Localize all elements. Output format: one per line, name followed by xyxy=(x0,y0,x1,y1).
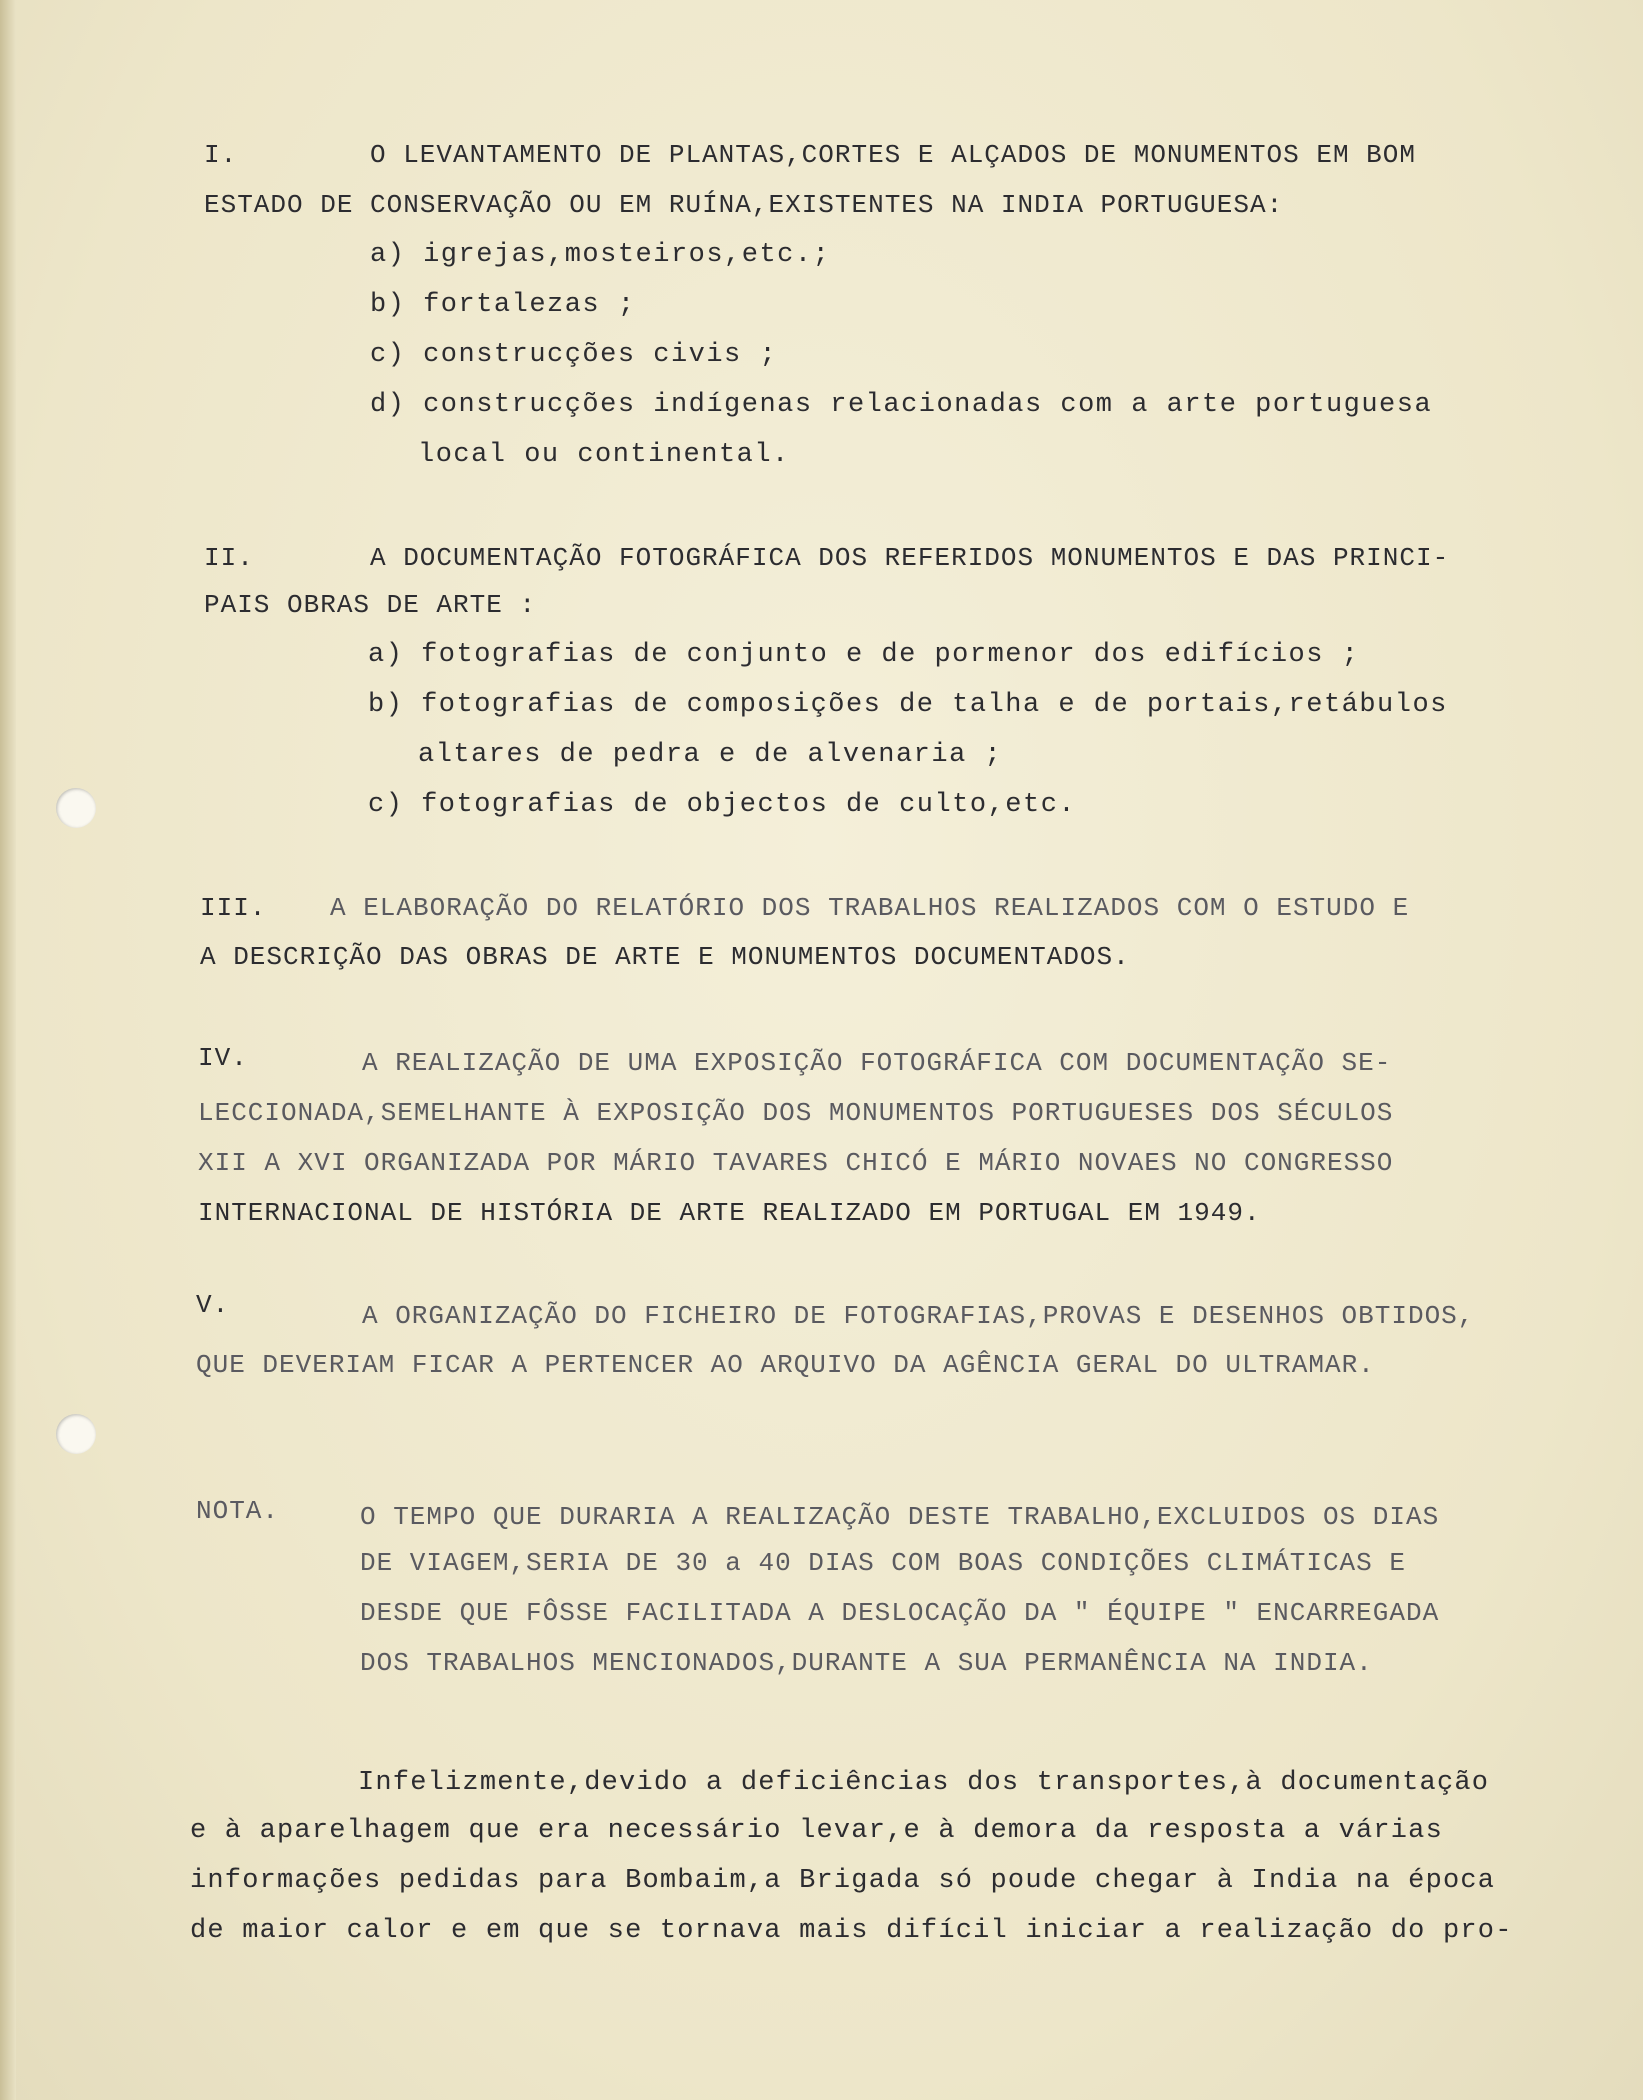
section-5-line-2: QUE DEVERIAM FICAR A PERTENCER AO ARQUIVO DA AGÊNCIA GERAL DO ULTRAMAR. xyxy=(196,1350,1375,1380)
section-5-line-1: A ORGANIZAÇÃO DO FICHEIRO DE FOTOGRAFIAS,PROVAS E DESENHOS OBTIDOS, xyxy=(362,1301,1475,1331)
punch-hole-top xyxy=(56,788,96,828)
section-4-line-2: LECCIONADA,SEMELHANTE À EXPOSIÇÃO DOS MONUMENTOS PORTUGUESES DOS SÉCULOS xyxy=(198,1098,1394,1128)
section-2-item-c: c) fotografias de objectos de culto,etc. xyxy=(368,790,1077,820)
section-2-item-a: a) fotografias de conjunto e de pormenor dos edifícios ; xyxy=(368,640,1360,670)
section-5-numeral: V. xyxy=(196,1290,230,1320)
section-2-line-1: A DOCUMENTAÇÃO FOTOGRÁFICA DOS REFERIDOS MONUMENTOS E DAS PRINCI- xyxy=(370,543,1450,573)
note-line-4: DOS TRABALHOS MENCIONADOS,DURANTE A SUA PERMANÊNCIA NA INDIA. xyxy=(360,1648,1373,1678)
note-line-1: O TEMPO QUE DURARIA A REALIZAÇÃO DESTE TRABALHO,EXCLUIDOS OS DIAS xyxy=(360,1502,1440,1532)
section-3-line-2: A DESCRIÇÃO DAS OBRAS DE ARTE E MONUMENTOS DOCUMENTADOS. xyxy=(200,942,1130,972)
section-3-numeral: III. xyxy=(200,893,267,923)
section-4-numeral: IV. xyxy=(198,1043,248,1073)
section-1-line-1: O LEVANTAMENTO DE PLANTAS,CORTES E ALÇADOS DE MONUMENTOS EM BOM xyxy=(370,140,1416,170)
section-4-line-4: INTERNACIONAL DE HISTÓRIA DE ARTE REALIZADO EM PORTUGAL EM 1949. xyxy=(198,1198,1261,1228)
paragraph-line-4: de maior calor e em que se tornava mais difícil iniciar a realização do pro- xyxy=(190,1916,1513,1946)
section-1-item-c: c) construcções civis ; xyxy=(370,340,778,370)
section-1-item-a: a) igrejas,mosteiros,etc.; xyxy=(370,240,831,270)
section-3-line-1: A ELABORAÇÃO DO RELATÓRIO DOS TRABALHOS REALIZADOS COM O ESTUDO E xyxy=(330,893,1410,923)
section-2-numeral: II. xyxy=(204,543,254,573)
punch-hole-bottom xyxy=(56,1414,96,1454)
paragraph-line-2: e à aparelhagem que era necessário levar,e à demora da resposta a várias xyxy=(190,1816,1443,1846)
section-2-item-b: b) fotografias de composições de talha e de portais,retábulos xyxy=(368,690,1448,720)
section-1-item-d: d) construcções indígenas relacionadas com a arte portuguesa xyxy=(370,390,1433,420)
note-line-2: DE VIAGEM,SERIA DE 30 a 40 DIAS COM BOAS CONDIÇÕES CLIMÁTICAS E xyxy=(360,1548,1406,1578)
paragraph-line-1: Infelizmente,devido a deficiências dos transportes,à documentação xyxy=(358,1768,1490,1798)
paragraph-line-3: informações pedidas para Bombaim,a Brigada só poude chegar à India na época xyxy=(190,1866,1496,1896)
section-2-item-b-cont: altares de pedra e de alvenaria ; xyxy=(418,740,1003,770)
note-label: NOTA. xyxy=(196,1496,280,1526)
note-line-3: DESDE QUE FÔSSE FACILITADA A DESLOCAÇÃO DA " ÉQUIPE " ENCARREGADA xyxy=(360,1598,1440,1628)
section-2-line-2: PAIS OBRAS DE ARTE : xyxy=(204,590,537,620)
section-1-item-d-cont: local ou continental. xyxy=(418,440,790,470)
section-1-line-2: ESTADO DE CONSERVAÇÃO OU EM RUÍNA,EXISTENTES NA INDIA PORTUGUESA: xyxy=(204,190,1284,220)
section-4-line-3: XII A XVI ORGANIZADA POR MÁRIO TAVARES CHICÓ E MÁRIO NOVAES NO CONGRESSO xyxy=(198,1148,1394,1178)
section-1-item-b: b) fortalezas ; xyxy=(370,290,636,320)
page-binding-edge xyxy=(0,0,16,2100)
section-4-line-1: A REALIZAÇÃO DE UMA EXPOSIÇÃO FOTOGRÁFICA COM DOCUMENTAÇÃO SE- xyxy=(362,1048,1392,1078)
section-1-numeral: I. xyxy=(204,140,238,170)
